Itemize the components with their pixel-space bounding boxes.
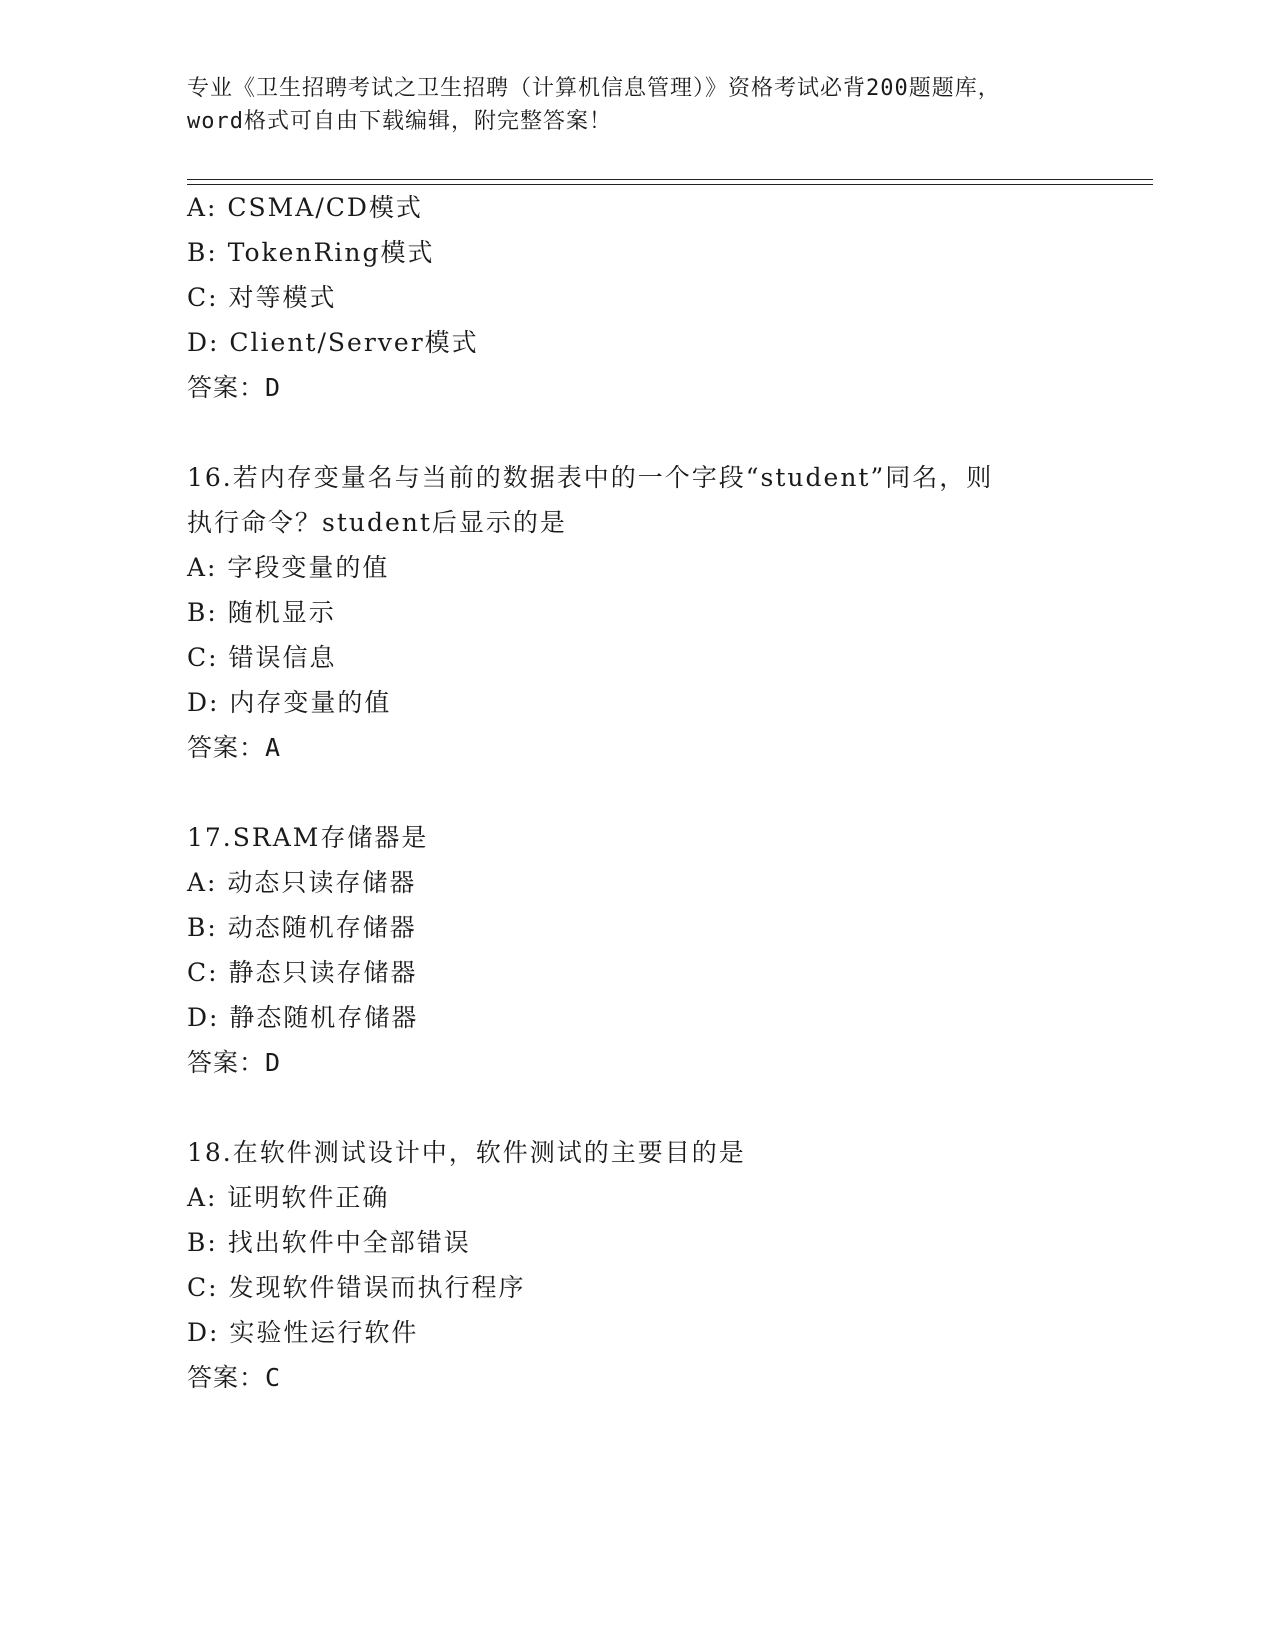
q16-option-c: C: 错误信息 [187,643,337,672]
q18-option-b: B: 找出软件中全部错误 [187,1228,471,1257]
header-divider-top [187,179,1153,180]
header-line-2: word格式可自由下载编辑，附完整答案！ [187,109,612,134]
q15-answer: 答案：D [187,373,282,402]
q15-option-c: C: 对等模式 [187,283,337,312]
q16-option-b: B: 随机显示 [187,598,336,627]
document-header [187,72,1087,138]
q18-option-c: C: 发现软件错误而执行程序 [187,1273,526,1302]
header-divider-bottom [187,184,1153,185]
q16-stem-line-2: 执行命令？student后显示的是 [187,508,567,537]
q18-answer: 答案：C [187,1363,282,1392]
q16-option-d: D: 内存变量的值 [187,688,392,717]
q15-option-a: A: CSMA/CD模式 [187,193,423,222]
q15-option-d: D: Client/Server模式 [187,328,479,357]
header-line-1: 专业《卫生招聘考试之卫生招聘（计算机信息管理）》资格考试必背200题题库， [187,76,1001,101]
q18-option-d: D: 实验性运行软件 [187,1318,419,1347]
q18-option-a: A: 证明软件正确 [187,1183,390,1212]
q17-answer: 答案：D [187,1048,282,1077]
q16-answer: 答案：A [187,733,282,762]
q17-option-b: B: 动态随机存储器 [187,913,417,942]
q17-option-a: A: 动态只读存储器 [187,868,417,897]
q15-option-b: B: TokenRing模式 [187,238,435,267]
q17-stem: 17.SRAM存储器是 [187,823,429,852]
q16-stem-line-1: 16.若内存变量名与当前的数据表中的一个字段“student”同名，则 [187,463,994,492]
q16-option-a: A: 字段变量的值 [187,553,390,582]
q18-stem: 18.在软件测试设计中，软件测试的主要目的是 [187,1138,746,1167]
q17-option-d: D: 静态随机存储器 [187,1003,419,1032]
q17-option-c: C: 静态只读存储器 [187,958,418,987]
